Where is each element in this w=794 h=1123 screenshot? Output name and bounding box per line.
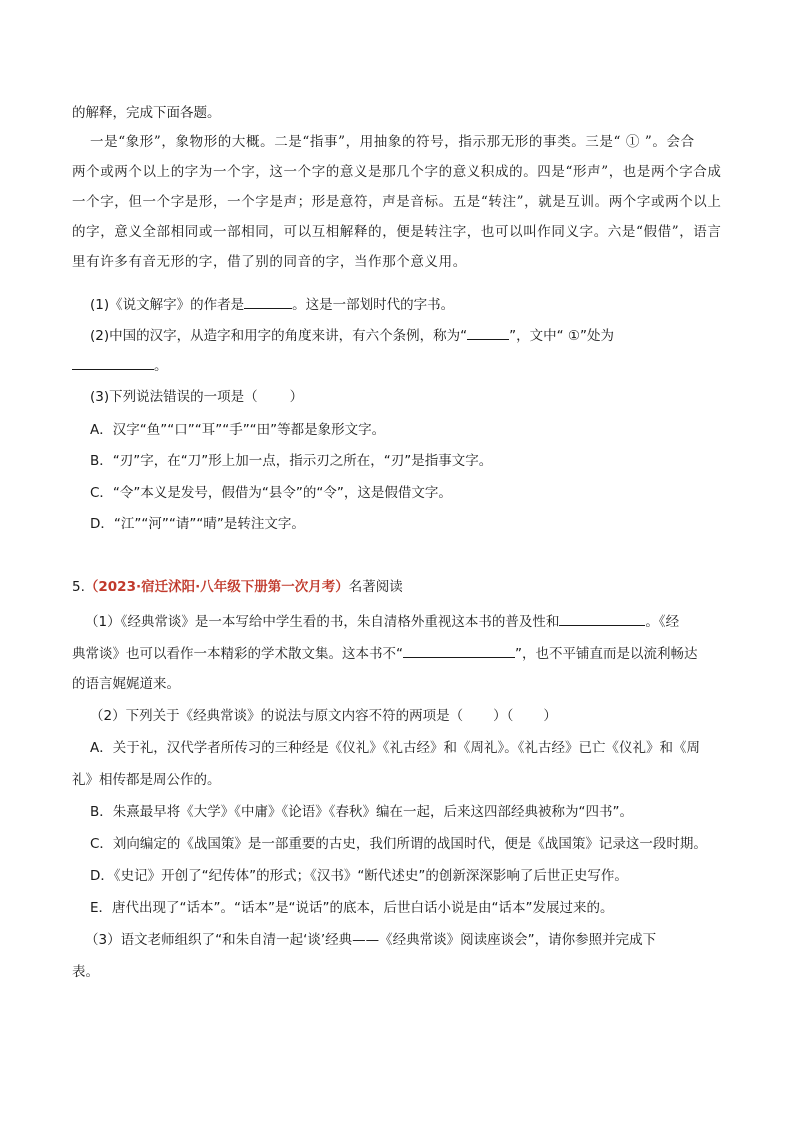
question-5-2-option-c: C．刘向编定的《战国策》是一部重要的古史，我们所谓的战国时代，便是《战国策》记录这一段时期。: [90, 836, 707, 852]
question-5-1-line-1: [85, 611, 679, 631]
question-1-blank[interactable]: [244, 294, 292, 309]
question-5-2-option-a-cont: 礼》相传都是周公作的。: [72, 772, 221, 788]
question-5-1-line-3: 的语言娓娓道来。: [72, 676, 180, 692]
question-2-blank-2[interactable]: [72, 355, 154, 370]
question-5-2-option-a: A．关于礼，汉代学者所传习的三种经是《仪礼》《礼古经》和《周礼》。《礼古经》已亡《仪礼》和《周: [90, 740, 700, 756]
question-5-2-stem: [90, 707, 557, 725]
question-5-1-blank-2[interactable]: [403, 643, 515, 658]
question-5-3-line-2: 表。: [72, 964, 99, 980]
question-1-before: (1)《说文解字》的作者是: [90, 297, 245, 313]
question-5-1-line-2: [72, 643, 698, 663]
question-3-option-d: D．“江”“河”“请”“晴”是转注文字。: [90, 516, 305, 532]
question-1-after: 。这是一部划时代的字书。: [292, 297, 455, 313]
question-5-source: （2023·宿迁沭阳·八年级下册第一次月考）: [84, 579, 349, 595]
question-5-2-option-b: B．朱熹最早将《大学》《中庸》《论语》《春秋》编在一起，后来这四部经典被称为“四书”。: [90, 804, 633, 820]
question-2: [90, 325, 614, 345]
question-5-2-stem-close: ）: [543, 708, 557, 724]
question-1: [90, 294, 454, 314]
question-2-tail: 。: [154, 358, 168, 374]
question-5-1-line-1-before: （1）《经典常谈》是一本写给中学生看的书，朱自清格外重视这本书的普及性和: [85, 614, 560, 630]
passage-line-4: 的字，意义全部相同或一部相同，可以互相解释的，便是转注字，也可以叫作同义字。六是“假借”，语言: [72, 224, 722, 240]
question-3-option-b: B．“刃”字，在“刀”形上加一点，指示刃之所在，“刃”是指事文字。: [90, 453, 493, 469]
question-5-title: 名著阅读: [348, 579, 403, 595]
question-3-stem-close: ）: [289, 389, 304, 405]
passage-line-2: 两个或两个以上的字为一个字，这一个字的意义是那几个字的意义积成的。四是“形声”，也是两个字合成: [72, 164, 722, 180]
question-5-1-blank-1[interactable]: [559, 611, 645, 626]
question-5-1-line-2-before: 典常谈》也可以看作一本精彩的学术散文集。这本书不“: [72, 646, 403, 662]
question-3-stem: [90, 388, 303, 406]
question-2-line-2: [72, 355, 168, 375]
passage-line-3: 一个字，但一个字是形，一个字是声；形是意符，声是音标。五是“转注”，就是互训。两个字或两个以上: [72, 194, 722, 210]
question-3-option-a: A．汉字“鱼”“口”“耳”“手”“田”等都是象形文字。: [90, 422, 386, 438]
passage-line-1: 一是“象形”，象物形的大概。二是“指事”，用抽象的符号，指示那无形的事类。三是“ ① ”。会合: [90, 134, 695, 150]
question-2-middle: ”，文中“ ①”处为: [509, 328, 615, 344]
question-5-1-line-2-after: ”，也不平铺直而是以流利畅达: [515, 646, 698, 662]
question-3-option-c: C．“令”本义是发号，假借为“县令”的“令”，这是假借文字。: [90, 485, 452, 501]
passage-line-5: 里有许多有音无形的字，借了别的同音的字，当作那个意义用。: [72, 254, 467, 270]
question-5-2-option-e: E．唐代出现了“话本”。“话本”是“说话”的底本，后世白话小说是由“话本”发展过来的。: [90, 900, 614, 916]
question-5-2-stem-mid: ）（: [493, 708, 514, 724]
question-5-heading: [72, 578, 403, 596]
question-3-stem-text: (3)下列说法错误的一项是（: [90, 389, 258, 405]
question-2-blank-1[interactable]: [467, 325, 509, 340]
question-5-3-line-1: （3）语文老师组织了“和朱自清一起‘谈’经典——《经典常谈》阅读座谈会”，请你参照并完成下: [85, 932, 657, 948]
question-5-number: 5.: [72, 579, 85, 595]
question-5-2-option-d: D．《史记》开创了“纪传体”的形式；《汉书》“断代述史”的创新深深影响了后世正史写作。: [90, 868, 628, 884]
question-5-2-stem-text: （2）下列关于《经典常谈》的说法与原文内容不符的两项是（: [90, 708, 464, 724]
question-5-1-line-1-after: 。《经: [645, 614, 680, 630]
passage-intro-tail: 的解释，完成下面各题。: [72, 105, 221, 121]
question-2-before: (2)中国的汉字，从造字和用字的角度来讲，有六个条例，称为“: [90, 328, 468, 344]
